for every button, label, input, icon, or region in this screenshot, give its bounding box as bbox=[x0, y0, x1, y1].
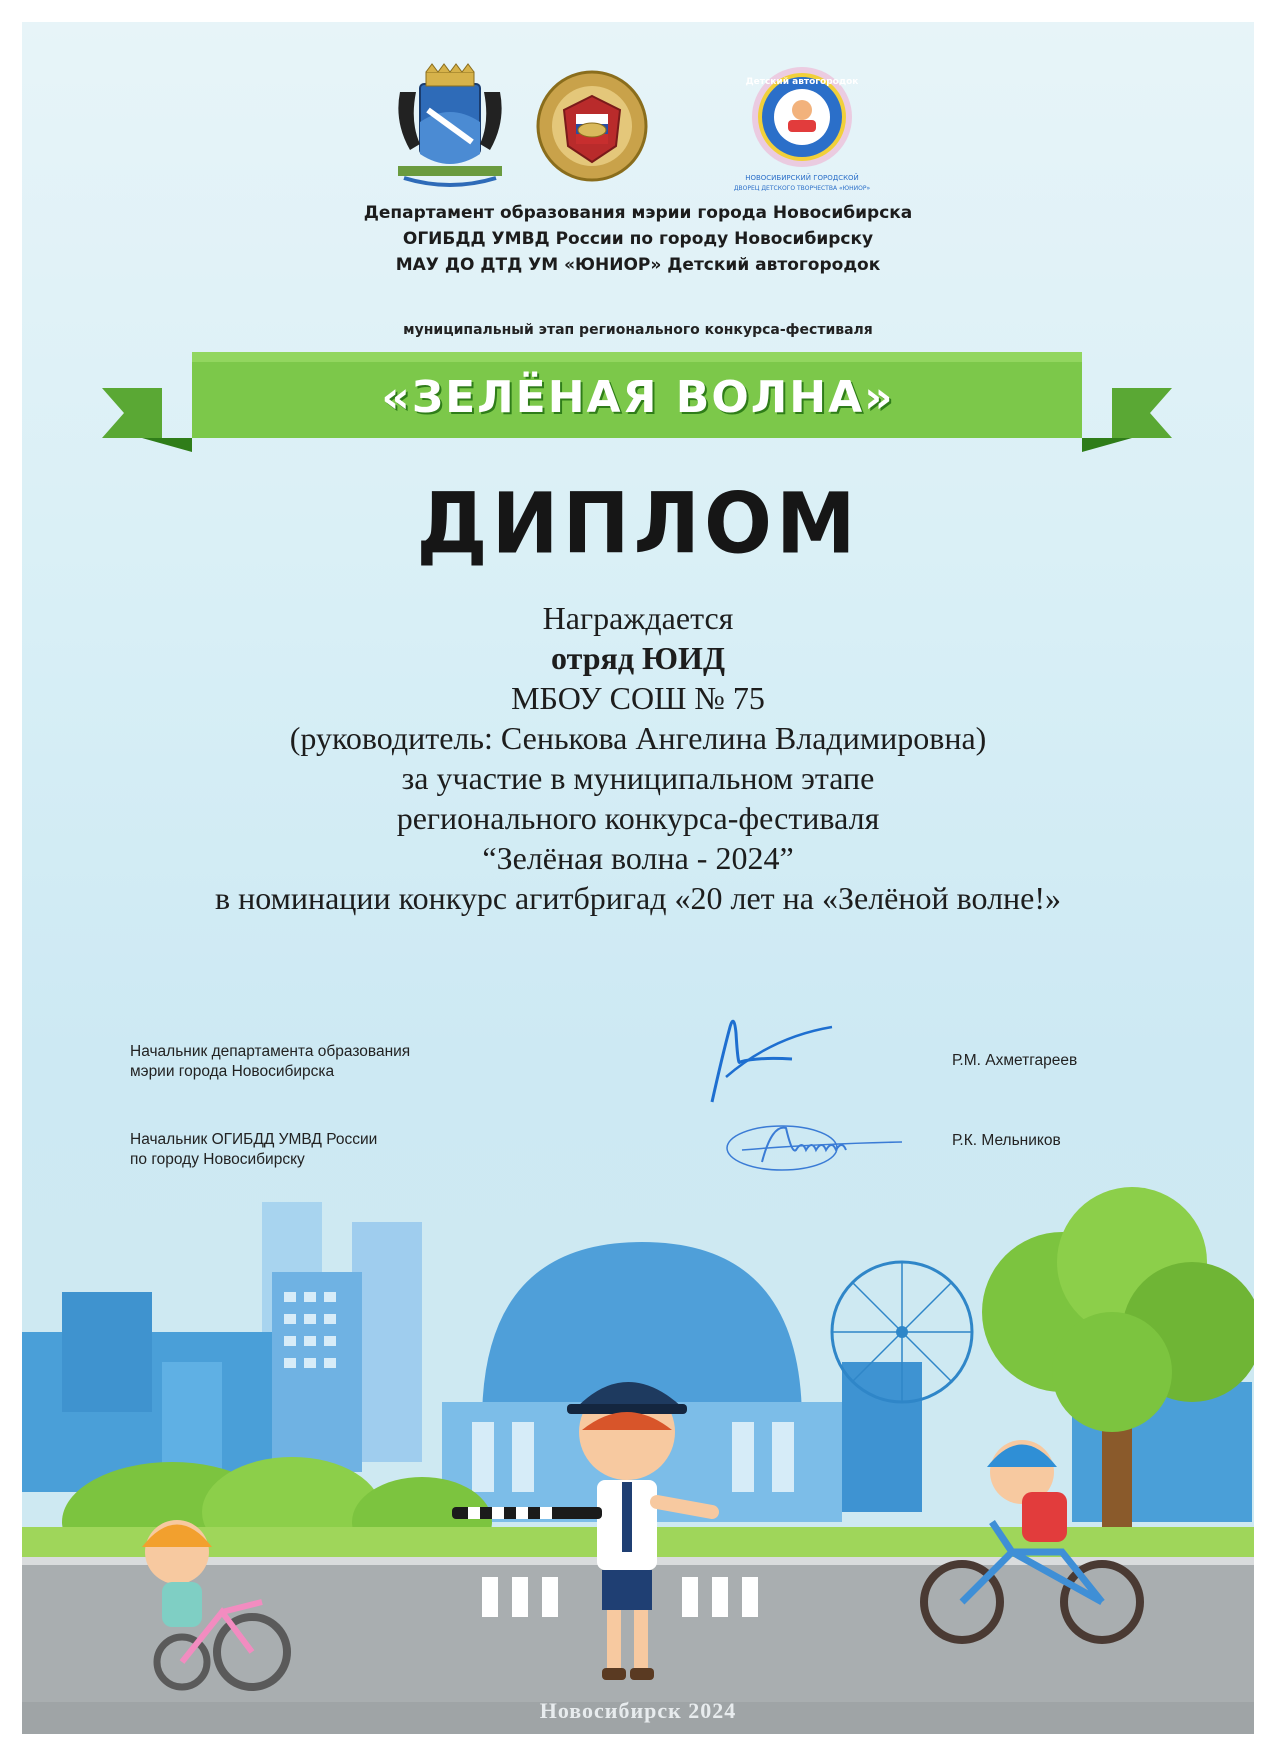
signatory-2-title bbox=[130, 1130, 377, 1170]
novosibirsk-coat-of-arms bbox=[390, 62, 510, 192]
award-text bbox=[22, 598, 1254, 918]
logo-arc-text: Детский автогородок bbox=[745, 77, 859, 87]
signatory-2-title-line-2: по городу Новосибирску bbox=[130, 1151, 305, 1168]
award-school: МБОУ СОШ № 75 bbox=[511, 680, 765, 716]
footer-city-year: Новосибирск 2024 bbox=[539, 1698, 737, 1723]
organization-line: Департамент образования мэрии города Новосибирска bbox=[363, 203, 913, 223]
signatory-1-title bbox=[130, 1042, 410, 1082]
organizations-block bbox=[22, 200, 1254, 278]
award-recipient: отряд ЮИД bbox=[551, 640, 725, 676]
festival-banner-text: «ЗЕЛЁНАЯ ВОЛНА» bbox=[381, 372, 895, 423]
gibdd-emblem bbox=[532, 66, 652, 186]
diploma-sheet bbox=[22, 22, 1254, 1734]
signatory-2-title-line-1: Начальник ОГИБДД УМВД России bbox=[130, 1131, 378, 1148]
document-title: ДИПЛОМ bbox=[416, 474, 860, 573]
signatory-1-title-line-2: мэрии города Новосибирска bbox=[130, 1063, 335, 1080]
handwritten-signature-1 bbox=[682, 1007, 852, 1107]
signatory-1-title-line-1: Начальник департамента образования bbox=[130, 1043, 411, 1060]
organization-line: МАУ ДО ДТД УМ «ЮНИОР» Детский автогородок bbox=[395, 255, 881, 275]
award-line-1: Награждается bbox=[542, 600, 734, 636]
signatory-2-name: Р.К. Мельников bbox=[952, 1132, 1061, 1149]
award-supervisor: (руководитель: Сенькова Ангелина Владимировна) bbox=[289, 720, 987, 756]
award-nomination: в номинации конкурс агитбригад «20 лет на «Зелёной волне!» bbox=[214, 880, 1062, 916]
handwritten-signature-2 bbox=[722, 1114, 912, 1174]
stage-label: муниципальный этап регионального конкурса-фестиваля bbox=[403, 322, 873, 338]
organization-line: ОГИБДД УМВД России по городу Новосибирску bbox=[402, 229, 874, 249]
junior-autogorodok-logo bbox=[722, 62, 882, 202]
award-line-5: за участие в муниципальном этапе bbox=[401, 760, 875, 796]
award-line-6: регионального конкурса-фестиваля bbox=[396, 800, 880, 836]
signatory-1-name: Р.М. Ахметгареев bbox=[952, 1052, 1078, 1069]
award-festival-name: “Зелёная волна - 2024” bbox=[482, 840, 794, 876]
city-street-illustration bbox=[22, 1182, 1254, 1734]
logo-row bbox=[22, 62, 1254, 202]
logo-caption-2: ДВОРЕЦ ДЕТСКОГО ТВОРЧЕСТВА «ЮНИОР» bbox=[733, 185, 871, 192]
logo-caption-1: НОВОСИБИРСКИЙ ГОРОДСКОЙ bbox=[745, 174, 859, 182]
